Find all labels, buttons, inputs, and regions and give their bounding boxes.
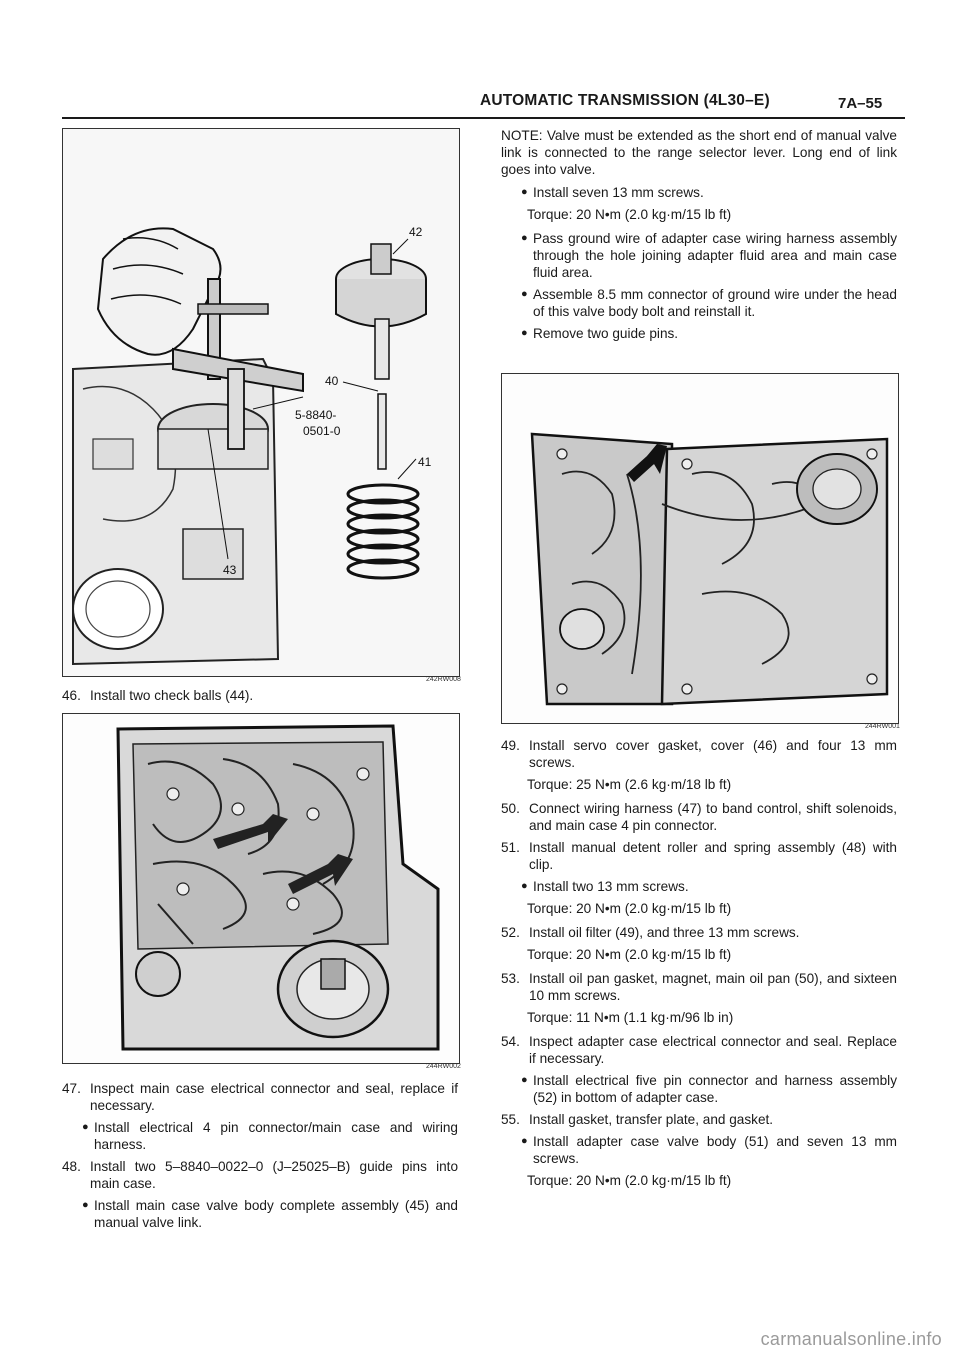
bullet-icon: ● xyxy=(521,232,528,244)
page-header-title: AUTOMATIC TRANSMISSION (4L30–E) xyxy=(480,92,770,109)
step-text: Inspect adapter case electrical connector and seal. Replace if necessary. xyxy=(529,1034,897,1066)
bullet-item xyxy=(521,230,897,281)
adapter-case-photo xyxy=(502,374,898,723)
step-53 xyxy=(501,970,897,1004)
step-number: 48. xyxy=(62,1159,81,1174)
step-number: 54. xyxy=(501,1034,520,1049)
step-48 xyxy=(62,1158,458,1192)
torque-spec: Torque: 20 N•m (2.0 kg·m/15 lb ft) xyxy=(527,947,732,962)
bullet-text: Assemble 8.5 mm connector of ground wire under the head of this valve body bolt and reinstall it. xyxy=(533,287,897,319)
bullet-text: Install adapter case valve body (51) and seven 13 mm screws. xyxy=(533,1134,897,1166)
step-50 xyxy=(501,800,897,834)
note-paragraph: NOTE: Valve must be extended as the short end of manual valve link is connected to the range selector lever. Long end of link goes into valve. xyxy=(501,128,897,177)
bullet-icon: ● xyxy=(521,186,528,198)
callout-42: 42 xyxy=(409,225,423,239)
step-text: Install servo cover gasket, cover (46) and four 13 mm screws. xyxy=(529,738,897,770)
torque-spec: Torque: 25 N•m (2.6 kg·m/18 lb ft) xyxy=(527,777,732,792)
servo-tool-illustration xyxy=(63,129,459,676)
bullet-item xyxy=(521,325,897,342)
bullet-text: Install electrical 4 pin connector/main case and wiring harness. xyxy=(94,1120,458,1152)
page-number: 7A–55 xyxy=(838,95,883,112)
step-51 xyxy=(501,839,897,873)
torque-spec: Torque: 20 N•m (2.0 kg·m/15 lb ft) xyxy=(527,207,732,222)
bullet-icon: ● xyxy=(521,327,528,339)
step-54 xyxy=(501,1033,897,1067)
bullet-icon: ● xyxy=(521,1135,528,1147)
step-number: 49. xyxy=(501,738,520,753)
figure-servo-tool xyxy=(62,128,460,677)
figure-main-case-valve-body xyxy=(62,713,460,1064)
torque-spec: Torque: 11 N•m (1.1 kg·m/96 lb in) xyxy=(527,1010,734,1025)
watermark: carmanualsonline.info xyxy=(760,1329,942,1349)
step-number: 46. xyxy=(62,688,81,703)
bullet-text: Pass ground wire of adapter case wiring harness assembly through the hole joining adapter fluid area and main case fluid area. xyxy=(533,231,897,280)
step-number: 50. xyxy=(501,801,520,816)
step-number: 47. xyxy=(62,1081,81,1096)
step-46 xyxy=(62,687,458,704)
bullet-icon: ● xyxy=(82,1199,89,1211)
bullet-icon: ● xyxy=(521,880,528,892)
step-text: Install oil pan gasket, magnet, main oil pan (50), and sixteen 10 mm screws. xyxy=(529,971,897,1003)
bullet-item xyxy=(521,184,897,201)
left-text-step46 xyxy=(62,687,458,709)
torque-spec: Torque: 20 N•m (2.0 kg·m/15 lb ft) xyxy=(527,901,732,916)
figure-code-242RW008: 242RW008 xyxy=(426,676,461,683)
step-text: Connect wiring harness (47) to band control, shift solenoids, and main case 4 pin connector. xyxy=(529,801,897,833)
bullet-item xyxy=(521,286,897,320)
step-number: 52. xyxy=(501,925,520,940)
bullet-icon: ● xyxy=(521,1074,528,1086)
step-number: 51. xyxy=(501,840,520,855)
right-text-bottom xyxy=(501,737,897,1196)
callout-41: 41 xyxy=(418,455,432,469)
left-text-steps47-48 xyxy=(62,1080,458,1236)
main-case-photo xyxy=(63,714,459,1063)
step-text: Install oil filter (49), and three 13 mm screws. xyxy=(529,925,800,940)
step-number: 53. xyxy=(501,971,520,986)
bullet-icon: ● xyxy=(521,288,528,300)
figure-code-244RW002: 244RW002 xyxy=(426,1063,461,1070)
bullet-item xyxy=(521,1133,897,1167)
bullet-icon: ● xyxy=(82,1121,89,1133)
torque-spec: Torque: 20 N•m (2.0 kg·m/15 lb ft) xyxy=(527,1173,732,1188)
step-52 xyxy=(501,924,897,941)
bullet-text: Remove two guide pins. xyxy=(533,326,679,341)
step-47 xyxy=(62,1080,458,1114)
step-49 xyxy=(501,737,897,771)
callout-tool-number-line2: 0501-0 xyxy=(303,424,341,438)
step-number: 55. xyxy=(501,1112,520,1127)
bullet-text: Install two 13 mm screws. xyxy=(533,879,689,894)
bullet-item xyxy=(521,1072,897,1106)
step-text: Inspect main case electrical connector and seal, replace if necessary. xyxy=(90,1081,458,1113)
bullet-text: Install electrical five pin connector and harness assembly (52) in bottom of adapter case. xyxy=(533,1073,897,1105)
callout-40: 40 xyxy=(325,374,339,388)
step-text: Install manual detent roller and spring assembly (48) with clip. xyxy=(529,840,897,872)
header-rule xyxy=(62,117,905,119)
step-text: Install two 5–8840–0022–0 (J–25025–B) guide pins into main case. xyxy=(90,1159,458,1191)
bullet-text: Install main case valve body complete assembly (45) and manual valve link. xyxy=(94,1198,458,1230)
figure-code-244RW001: 244RW001 xyxy=(865,723,900,730)
bullet-item xyxy=(82,1119,458,1153)
callout-43: 43 xyxy=(223,563,237,577)
callout-tool-number-line1: 5-8840- xyxy=(295,408,337,422)
right-text-top xyxy=(501,127,897,347)
step-55 xyxy=(501,1111,897,1128)
figure-adapter-case-wiring xyxy=(501,373,899,724)
bullet-item xyxy=(82,1197,458,1231)
bullet-text: Install seven 13 mm screws. xyxy=(533,185,704,200)
step-text: Install gasket, transfer plate, and gasket. xyxy=(529,1112,774,1127)
step-text: Install two check balls (44). xyxy=(90,688,254,703)
bullet-item xyxy=(521,878,897,895)
